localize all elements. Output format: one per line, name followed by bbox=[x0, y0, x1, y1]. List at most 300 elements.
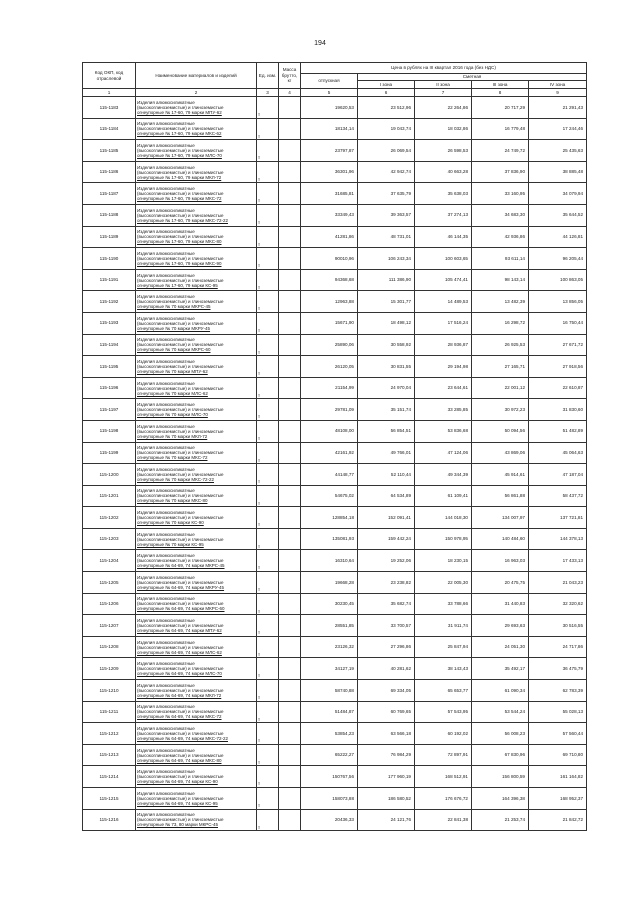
row-name bbox=[136, 356, 257, 378]
row-name-line: Изделия алюмосиликатные bbox=[137, 769, 195, 775]
row-name-line: Изделия алюмосиликатные bbox=[137, 423, 195, 429]
row-price-release: 23126,32 bbox=[301, 636, 358, 658]
row-price-zone-2: 144 018,30 bbox=[415, 507, 472, 529]
table-row bbox=[83, 464, 587, 486]
row-name-line: огнеупорные № 64-69, 74 марки МПУ-62 bbox=[137, 628, 222, 634]
row-name-line: Изделия алюмосиликатные bbox=[137, 596, 195, 602]
row-code: 115-1195 bbox=[83, 356, 136, 378]
row-price-zone-3: 29 693,63 bbox=[472, 615, 529, 637]
row-price-zone-4: 32 320,62 bbox=[529, 593, 587, 615]
row-price-zone-2: 37 274,13 bbox=[415, 204, 472, 226]
table-row bbox=[83, 399, 587, 421]
row-code: 115-1189 bbox=[83, 226, 136, 248]
table-row bbox=[83, 593, 587, 615]
row-price-release: 158073,88 bbox=[301, 788, 358, 810]
row-name bbox=[136, 399, 257, 421]
row-code: 115-1190 bbox=[83, 248, 136, 270]
row-mass bbox=[279, 809, 301, 831]
row-price-zone-4: 47 187,04 bbox=[529, 464, 587, 486]
row-unit: т bbox=[257, 161, 279, 183]
row-code: 115-1187 bbox=[83, 183, 136, 205]
row-name bbox=[136, 572, 257, 594]
row-name-line: (высокоглиноземистые) и глиноземистые bbox=[137, 493, 224, 499]
table-row bbox=[83, 528, 587, 550]
table-row bbox=[83, 248, 587, 270]
row-name-line: огнеупорные № 70 марки МЛС-62 bbox=[137, 390, 208, 396]
row-price-zone-2: 14 489,53 bbox=[415, 291, 472, 313]
row-code: 115-1201 bbox=[83, 485, 136, 507]
row-price-release: 128854,18 bbox=[301, 507, 358, 529]
row-price-release: 150767,56 bbox=[301, 766, 358, 788]
row-name-line: Изделия алюмосиликатные bbox=[137, 531, 195, 537]
table-row bbox=[83, 507, 587, 529]
row-name-line: огнеупорные № 64-69, 74 марки МКС-80 bbox=[137, 757, 222, 763]
table-row bbox=[83, 701, 587, 723]
row-name-line: (высокоглиноземистые) и глиноземистые bbox=[137, 385, 224, 391]
row-price-zone-3: 13 482,39 bbox=[472, 291, 529, 313]
row-mass bbox=[279, 334, 301, 356]
row-name-line: Изделия алюмосиликатные bbox=[137, 186, 195, 192]
column-number: 7 bbox=[415, 89, 472, 97]
row-price-zone-3: 20 717,29 bbox=[472, 97, 529, 119]
row-name-line: огнеупорные № 70 марки МКС-72-22 bbox=[137, 476, 214, 482]
row-price-zone-4: 144 378,13 bbox=[529, 528, 587, 550]
row-name bbox=[136, 701, 257, 723]
table-row bbox=[83, 161, 587, 183]
row-unit: т bbox=[257, 204, 279, 226]
row-name-line: (высокоглиноземистые) и глиноземистые bbox=[137, 795, 224, 801]
table-row bbox=[83, 140, 587, 162]
row-mass bbox=[279, 248, 301, 270]
row-price-release: 33349,43 bbox=[301, 204, 358, 226]
row-price-zone-1: 186 580,52 bbox=[358, 788, 415, 810]
row-price-release: 12963,88 bbox=[301, 291, 358, 313]
row-unit: т bbox=[257, 701, 279, 723]
row-unit: т bbox=[257, 788, 279, 810]
row-mass bbox=[279, 680, 301, 702]
row-name bbox=[136, 464, 257, 486]
col-header-code: Код ОКП, код отраслевой bbox=[83, 63, 136, 89]
row-mass bbox=[279, 204, 301, 226]
row-price-zone-2: 168 512,91 bbox=[415, 766, 472, 788]
row-price-zone-2: 49 344,39 bbox=[415, 464, 472, 486]
row-code: 115-1183 bbox=[83, 97, 136, 119]
row-name-line: Изделия алюмосиликатные bbox=[137, 661, 195, 667]
row-price-zone-4: 57 560,44 bbox=[529, 723, 587, 745]
row-price-zone-3: 50 094,56 bbox=[472, 420, 529, 442]
row-unit: т bbox=[257, 572, 279, 594]
row-price-zone-4: 96 205,44 bbox=[529, 248, 587, 270]
row-name bbox=[136, 442, 257, 464]
row-name-line: (высокоглиноземистые) и глиноземистые bbox=[137, 104, 224, 110]
row-price-zone-2: 61 109,41 bbox=[415, 485, 472, 507]
row-price-zone-1: 52 110,44 bbox=[358, 464, 415, 486]
row-mass bbox=[279, 485, 301, 507]
row-name-line: (высокоглиноземистые) и глиноземистые bbox=[137, 212, 224, 218]
row-price-zone-1: 159 442,24 bbox=[358, 528, 415, 550]
row-code: 115-1197 bbox=[83, 399, 136, 421]
row-name-line: Изделия алюмосиликатные bbox=[137, 121, 195, 127]
row-mass bbox=[279, 312, 301, 334]
table-row bbox=[83, 442, 587, 464]
row-price-zone-1: 39 363,57 bbox=[358, 204, 415, 226]
row-name-line: Изделия алюмосиликатные bbox=[137, 337, 195, 343]
row-price-release: 26120,05 bbox=[301, 356, 358, 378]
row-price-zone-3: 98 143,14 bbox=[472, 269, 529, 291]
row-name-line: Изделия алюмосиликатные bbox=[137, 747, 195, 753]
row-mass bbox=[279, 377, 301, 399]
row-price-zone-3: 35 492,17 bbox=[472, 658, 529, 680]
row-name-line: (высокоглиноземистые) и глиноземистые bbox=[137, 407, 224, 413]
row-price-zone-4: 17 244,46 bbox=[529, 118, 587, 140]
row-price-zone-4: 168 952,37 bbox=[529, 788, 587, 810]
row-mass bbox=[279, 161, 301, 183]
row-name-line: (высокоглиноземистые) и глиноземистые bbox=[137, 169, 224, 175]
row-mass bbox=[279, 723, 301, 745]
row-name-line: (высокоглиноземистые) и глиноземистые bbox=[137, 450, 224, 456]
row-price-release: 18134,14 bbox=[301, 118, 358, 140]
row-price-zone-2: 47 124,06 bbox=[415, 442, 472, 464]
row-price-release: 16310,64 bbox=[301, 550, 358, 572]
row-price-release: 41281,86 bbox=[301, 226, 358, 248]
table-row bbox=[83, 97, 587, 119]
row-price-zone-4: 69 710,80 bbox=[529, 744, 587, 766]
row-price-release: 65222,27 bbox=[301, 744, 358, 766]
row-price-zone-2: 65 653,77 bbox=[415, 680, 472, 702]
row-mass bbox=[279, 550, 301, 572]
row-price-zone-2: 33 285,85 bbox=[415, 399, 472, 421]
row-price-zone-4: 58 437,72 bbox=[529, 485, 587, 507]
row-price-zone-3: 16 963,03 bbox=[472, 550, 529, 572]
row-price-zone-3: 26 925,53 bbox=[472, 334, 529, 356]
row-price-release: 58740,88 bbox=[301, 680, 358, 702]
table-row bbox=[83, 788, 587, 810]
row-unit: т bbox=[257, 658, 279, 680]
row-price-zone-3: 37 836,90 bbox=[472, 161, 529, 183]
row-mass bbox=[279, 572, 301, 594]
row-price-zone-3: 22 001,12 bbox=[472, 377, 529, 399]
col-header-name: Наименование материалов и изделий bbox=[136, 63, 257, 89]
row-code: 115-1196 bbox=[83, 377, 136, 399]
row-price-zone-4: 13 856,05 bbox=[529, 291, 587, 313]
row-name bbox=[136, 204, 257, 226]
row-unit: т bbox=[257, 766, 279, 788]
row-price-zone-1: 30 558,92 bbox=[358, 334, 415, 356]
row-unit: т bbox=[257, 269, 279, 291]
row-unit: т bbox=[257, 636, 279, 658]
row-name-line: Изделия алюмосиликатные bbox=[137, 207, 195, 213]
row-price-zone-4: 51 482,89 bbox=[529, 420, 587, 442]
row-mass bbox=[279, 140, 301, 162]
row-price-zone-3: 27 165,71 bbox=[472, 356, 529, 378]
row-price-release: 19668,28 bbox=[301, 572, 358, 594]
row-name-line: (высокоглиноземистые) и глиноземистые bbox=[137, 774, 224, 780]
table-row bbox=[83, 572, 587, 594]
row-name-line: (высокоглиноземистые) и глиноземистые bbox=[137, 191, 224, 197]
row-price-release: 25890,06 bbox=[301, 334, 358, 356]
row-name bbox=[136, 97, 257, 119]
column-number: 6 bbox=[358, 89, 415, 97]
row-price-zone-2: 46 144,35 bbox=[415, 226, 472, 248]
row-name-line: Изделия алюмосиликатные bbox=[137, 466, 195, 472]
row-name-line: (высокоглиноземистые) и глиноземистые bbox=[137, 428, 224, 434]
row-mass bbox=[279, 291, 301, 313]
row-name-line: огнеупорные № 17-60, 79 марки МЛС-70 bbox=[137, 152, 222, 158]
row-name-line: (высокоглиноземистые) и глиноземистые bbox=[137, 666, 224, 672]
row-name-line: огнеупорные № 73, 80 марки МКРС-45 bbox=[137, 822, 218, 828]
col-header-release: отпускная bbox=[301, 74, 358, 89]
row-price-zone-4: 31 830,60 bbox=[529, 399, 587, 421]
column-number: 2 bbox=[136, 89, 257, 97]
row-code: 115-1211 bbox=[83, 701, 136, 723]
row-price-zone-4: 21 291,43 bbox=[529, 97, 587, 119]
row-name-line: Изделия алюмосиликатные bbox=[137, 510, 195, 516]
row-price-zone-1: 56 854,51 bbox=[358, 420, 415, 442]
row-price-release: 31685,81 bbox=[301, 183, 358, 205]
row-price-zone-3: 67 830,96 bbox=[472, 744, 529, 766]
row-name-line: огнеупорные № 64-69, 74 марки КС-90 bbox=[137, 779, 218, 785]
row-name-line: огнеупорные № 64-69, 74 марки МКЛ-72 bbox=[137, 692, 222, 698]
row-unit: т bbox=[257, 248, 279, 270]
column-number: 9 bbox=[529, 89, 587, 97]
row-name-line: Изделия алюмосиликатные bbox=[137, 272, 195, 278]
row-price-zone-3: 164 396,38 bbox=[472, 788, 529, 810]
row-name-line: (высокоглиноземистые) и глиноземистые bbox=[137, 299, 224, 305]
table-row bbox=[83, 183, 587, 205]
row-code: 115-1194 bbox=[83, 334, 136, 356]
row-mass bbox=[279, 97, 301, 119]
row-unit: т bbox=[257, 183, 279, 205]
row-price-zone-3: 24 051,30 bbox=[472, 636, 529, 658]
row-price-release: 19620,53 bbox=[301, 97, 358, 119]
row-code: 115-1209 bbox=[83, 658, 136, 680]
row-name-line: огнеупорные № 17-60, 79 марки МКС-62 bbox=[137, 131, 222, 137]
row-name-line: огнеупорные № 64-69, 74 марки МКС-72 bbox=[137, 714, 222, 720]
row-price-zone-1: 76 984,29 bbox=[358, 744, 415, 766]
row-name bbox=[136, 766, 257, 788]
row-unit: т bbox=[257, 291, 279, 313]
row-name-line: Изделия алюмосиликатные bbox=[137, 790, 195, 796]
row-unit: т bbox=[257, 118, 279, 140]
row-price-zone-1: 69 334,05 bbox=[358, 680, 415, 702]
row-code: 115-1204 bbox=[83, 550, 136, 572]
row-name-line: огнеупорные № 17-60, 79 марки МПУ-62 bbox=[137, 109, 222, 115]
table-row bbox=[83, 809, 587, 831]
row-price-zone-1: 35 682,74 bbox=[358, 593, 415, 615]
row-price-zone-4: 24 717,86 bbox=[529, 636, 587, 658]
row-price-release: 53854,23 bbox=[301, 723, 358, 745]
row-name-line: огнеупорные № 64-69, 74 марки МКРС-45 bbox=[137, 563, 225, 569]
row-name-line: Изделия алюмосиликатные bbox=[137, 639, 195, 645]
row-code: 115-1192 bbox=[83, 291, 136, 313]
row-unit: т bbox=[257, 442, 279, 464]
row-name-line: Изделия алюмосиликатные bbox=[137, 726, 195, 732]
table-row bbox=[83, 312, 587, 334]
row-price-zone-2: 18 230,15 bbox=[415, 550, 472, 572]
row-price-zone-4: 30 516,55 bbox=[529, 615, 587, 637]
row-unit: т bbox=[257, 420, 279, 442]
row-unit: т bbox=[257, 399, 279, 421]
row-name-line: огнеупорные № 70 марки МКС-72 bbox=[137, 455, 208, 461]
row-name bbox=[136, 312, 257, 334]
row-price-zone-1: 19 252,06 bbox=[358, 550, 415, 572]
row-price-release: 15671,90 bbox=[301, 312, 358, 334]
row-mass bbox=[279, 442, 301, 464]
row-price-release: 30230,45 bbox=[301, 593, 358, 615]
row-unit: т bbox=[257, 528, 279, 550]
row-code: 115-1193 bbox=[83, 312, 136, 334]
row-price-release: 23797,87 bbox=[301, 140, 358, 162]
row-unit: т bbox=[257, 593, 279, 615]
table-row bbox=[83, 744, 587, 766]
row-mass bbox=[279, 658, 301, 680]
row-price-zone-3: 42 936,86 bbox=[472, 226, 529, 248]
row-name-line: (высокоглиноземистые) и глиноземистые bbox=[137, 515, 224, 521]
table-row bbox=[83, 291, 587, 313]
col-header-zone-4: IV зона bbox=[529, 81, 587, 89]
row-price-zone-3: 53 544,24 bbox=[472, 701, 529, 723]
row-name-line: огнеупорные № 17-60, 79 марки МКЛ-72 bbox=[137, 174, 222, 180]
row-name-line: огнеупорные № 70 марки КС-95 bbox=[137, 541, 204, 547]
row-name-line: огнеупорные № 17-60, 79 марки МКС-80 bbox=[137, 239, 222, 245]
row-price-zone-2: 25 847,94 bbox=[415, 636, 472, 658]
row-name-line: огнеупорные № 17-60, 79 марки КС-95 bbox=[137, 282, 218, 288]
row-price-release: 29781,09 bbox=[301, 399, 358, 421]
row-name-line: (высокоглиноземистые) и глиноземистые bbox=[137, 817, 224, 823]
row-price-release: 42161,92 bbox=[301, 442, 358, 464]
row-name-line: Изделия алюмосиликатные bbox=[137, 380, 195, 386]
row-price-zone-3: 156 800,59 bbox=[472, 766, 529, 788]
col-header-zone-2: II зона bbox=[415, 81, 472, 89]
price-table bbox=[82, 62, 587, 831]
row-price-zone-1: 26 069,54 bbox=[358, 140, 415, 162]
row-mass bbox=[279, 788, 301, 810]
row-name-line: огнеупорные № 70 марки МКРС-45 bbox=[137, 304, 211, 310]
row-price-zone-3: 56 861,88 bbox=[472, 485, 529, 507]
row-name-line: огнеупорные № 70 марки МКС-80 bbox=[137, 498, 208, 504]
col-header-price-group: Цена в рублях на III квартал 2016 года (без НДС) bbox=[301, 63, 587, 74]
row-price-zone-3: 16 779,48 bbox=[472, 118, 529, 140]
row-name bbox=[136, 485, 257, 507]
row-unit: т bbox=[257, 723, 279, 745]
row-price-zone-4: 62 783,39 bbox=[529, 680, 587, 702]
row-name-line: (высокоглиноземистые) и глиноземистые bbox=[137, 601, 224, 607]
row-mass bbox=[279, 636, 301, 658]
row-mass bbox=[279, 701, 301, 723]
row-price-zone-4: 25 435,63 bbox=[529, 140, 587, 162]
row-price-zone-4: 21 842,72 bbox=[529, 809, 587, 831]
row-price-zone-3: 34 683,30 bbox=[472, 204, 529, 226]
row-price-zone-2: 72 897,91 bbox=[415, 744, 472, 766]
row-price-zone-2: 33 788,66 bbox=[415, 593, 472, 615]
row-price-zone-1: 23 512,96 bbox=[358, 97, 415, 119]
row-price-zone-1: 60 769,65 bbox=[358, 701, 415, 723]
column-number-row bbox=[83, 89, 587, 97]
row-price-zone-1: 24 970,04 bbox=[358, 377, 415, 399]
row-price-release: 135081,93 bbox=[301, 528, 358, 550]
row-price-zone-3: 134 007,97 bbox=[472, 507, 529, 529]
row-name-line: (высокоглиноземистые) и глиноземистые bbox=[137, 644, 224, 650]
row-unit: т bbox=[257, 550, 279, 572]
row-name bbox=[136, 291, 257, 313]
row-price-zone-4: 55 028,13 bbox=[529, 701, 587, 723]
row-price-zone-1: 37 635,79 bbox=[358, 183, 415, 205]
table-row bbox=[83, 420, 587, 442]
row-name bbox=[136, 377, 257, 399]
row-price-zone-2: 22 264,86 bbox=[415, 97, 472, 119]
row-name-line: (высокоглиноземистые) и глиноземистые bbox=[137, 731, 224, 737]
row-name bbox=[136, 550, 257, 572]
row-name-line: Изделия алюмосиликатные bbox=[137, 574, 195, 580]
row-name bbox=[136, 161, 257, 183]
row-code: 115-1200 bbox=[83, 464, 136, 486]
row-unit: т bbox=[257, 334, 279, 356]
row-price-zone-2: 23 644,61 bbox=[415, 377, 472, 399]
row-name-line: Изделия алюмосиликатные bbox=[137, 294, 195, 300]
row-name-line: (высокоглиноземистые) и глиноземистые bbox=[137, 536, 224, 542]
row-code: 115-1213 bbox=[83, 744, 136, 766]
col-header-estimate: Сметная bbox=[358, 74, 587, 81]
row-mass bbox=[279, 420, 301, 442]
row-price-zone-1: 106 243,34 bbox=[358, 248, 415, 270]
column-number: 1 bbox=[83, 89, 136, 97]
row-name-line: (высокоглиноземистые) и глиноземистые bbox=[137, 342, 224, 348]
row-name-line: Изделия алюмосиликатные bbox=[137, 812, 195, 818]
row-mass bbox=[279, 528, 301, 550]
row-code: 115-1186 bbox=[83, 161, 136, 183]
table-row bbox=[83, 334, 587, 356]
row-price-release: 48108,00 bbox=[301, 420, 358, 442]
row-price-zone-2: 57 543,95 bbox=[415, 701, 472, 723]
row-unit: т bbox=[257, 507, 279, 529]
col-header-unit: Ед. изм. bbox=[257, 63, 279, 89]
row-mass bbox=[279, 744, 301, 766]
row-code: 115-1214 bbox=[83, 766, 136, 788]
row-mass bbox=[279, 356, 301, 378]
row-price-release: 34127,19 bbox=[301, 658, 358, 680]
row-code: 115-1206 bbox=[83, 593, 136, 615]
page-number: 194 bbox=[314, 40, 326, 47]
row-price-zone-1: 30 831,55 bbox=[358, 356, 415, 378]
row-price-zone-2: 29 194,98 bbox=[415, 356, 472, 378]
row-price-zone-4: 45 064,63 bbox=[529, 442, 587, 464]
row-price-zone-2: 38 143,43 bbox=[415, 658, 472, 680]
row-name-line: огнеупорные № 17-60, 79 марки МКС-90 bbox=[137, 260, 222, 266]
row-price-zone-2: 100 603,65 bbox=[415, 248, 472, 270]
row-price-zone-1: 24 121,76 bbox=[358, 809, 415, 831]
row-name-line: огнеупорные № 17-60, 79 марки МКС-72-22 bbox=[137, 217, 228, 223]
row-code: 115-1191 bbox=[83, 269, 136, 291]
row-price-zone-2: 26 598,53 bbox=[415, 140, 472, 162]
row-price-zone-1: 18 498,12 bbox=[358, 312, 415, 334]
row-name-line: огнеупорные № 64-69, 74 марки МКРУ-45 bbox=[137, 584, 225, 590]
row-name-line: Изделия алюмосиликатные bbox=[137, 250, 195, 256]
row-mass bbox=[279, 464, 301, 486]
row-price-zone-3: 24 749,72 bbox=[472, 140, 529, 162]
row-price-zone-1: 23 238,82 bbox=[358, 572, 415, 594]
row-name bbox=[136, 723, 257, 745]
row-price-zone-1: 177 960,19 bbox=[358, 766, 415, 788]
row-name-line: огнеупорные № 70 марки МКЛ-72 bbox=[137, 433, 208, 439]
row-price-zone-2: 22 005,30 bbox=[415, 572, 472, 594]
row-price-zone-4: 16 750,44 bbox=[529, 312, 587, 334]
row-price-zone-4: 17 433,13 bbox=[529, 550, 587, 572]
row-unit: т bbox=[257, 809, 279, 831]
row-price-zone-2: 176 676,72 bbox=[415, 788, 472, 810]
row-price-zone-2: 150 978,95 bbox=[415, 528, 472, 550]
row-price-zone-3: 33 160,95 bbox=[472, 183, 529, 205]
row-price-zone-3: 20 475,75 bbox=[472, 572, 529, 594]
